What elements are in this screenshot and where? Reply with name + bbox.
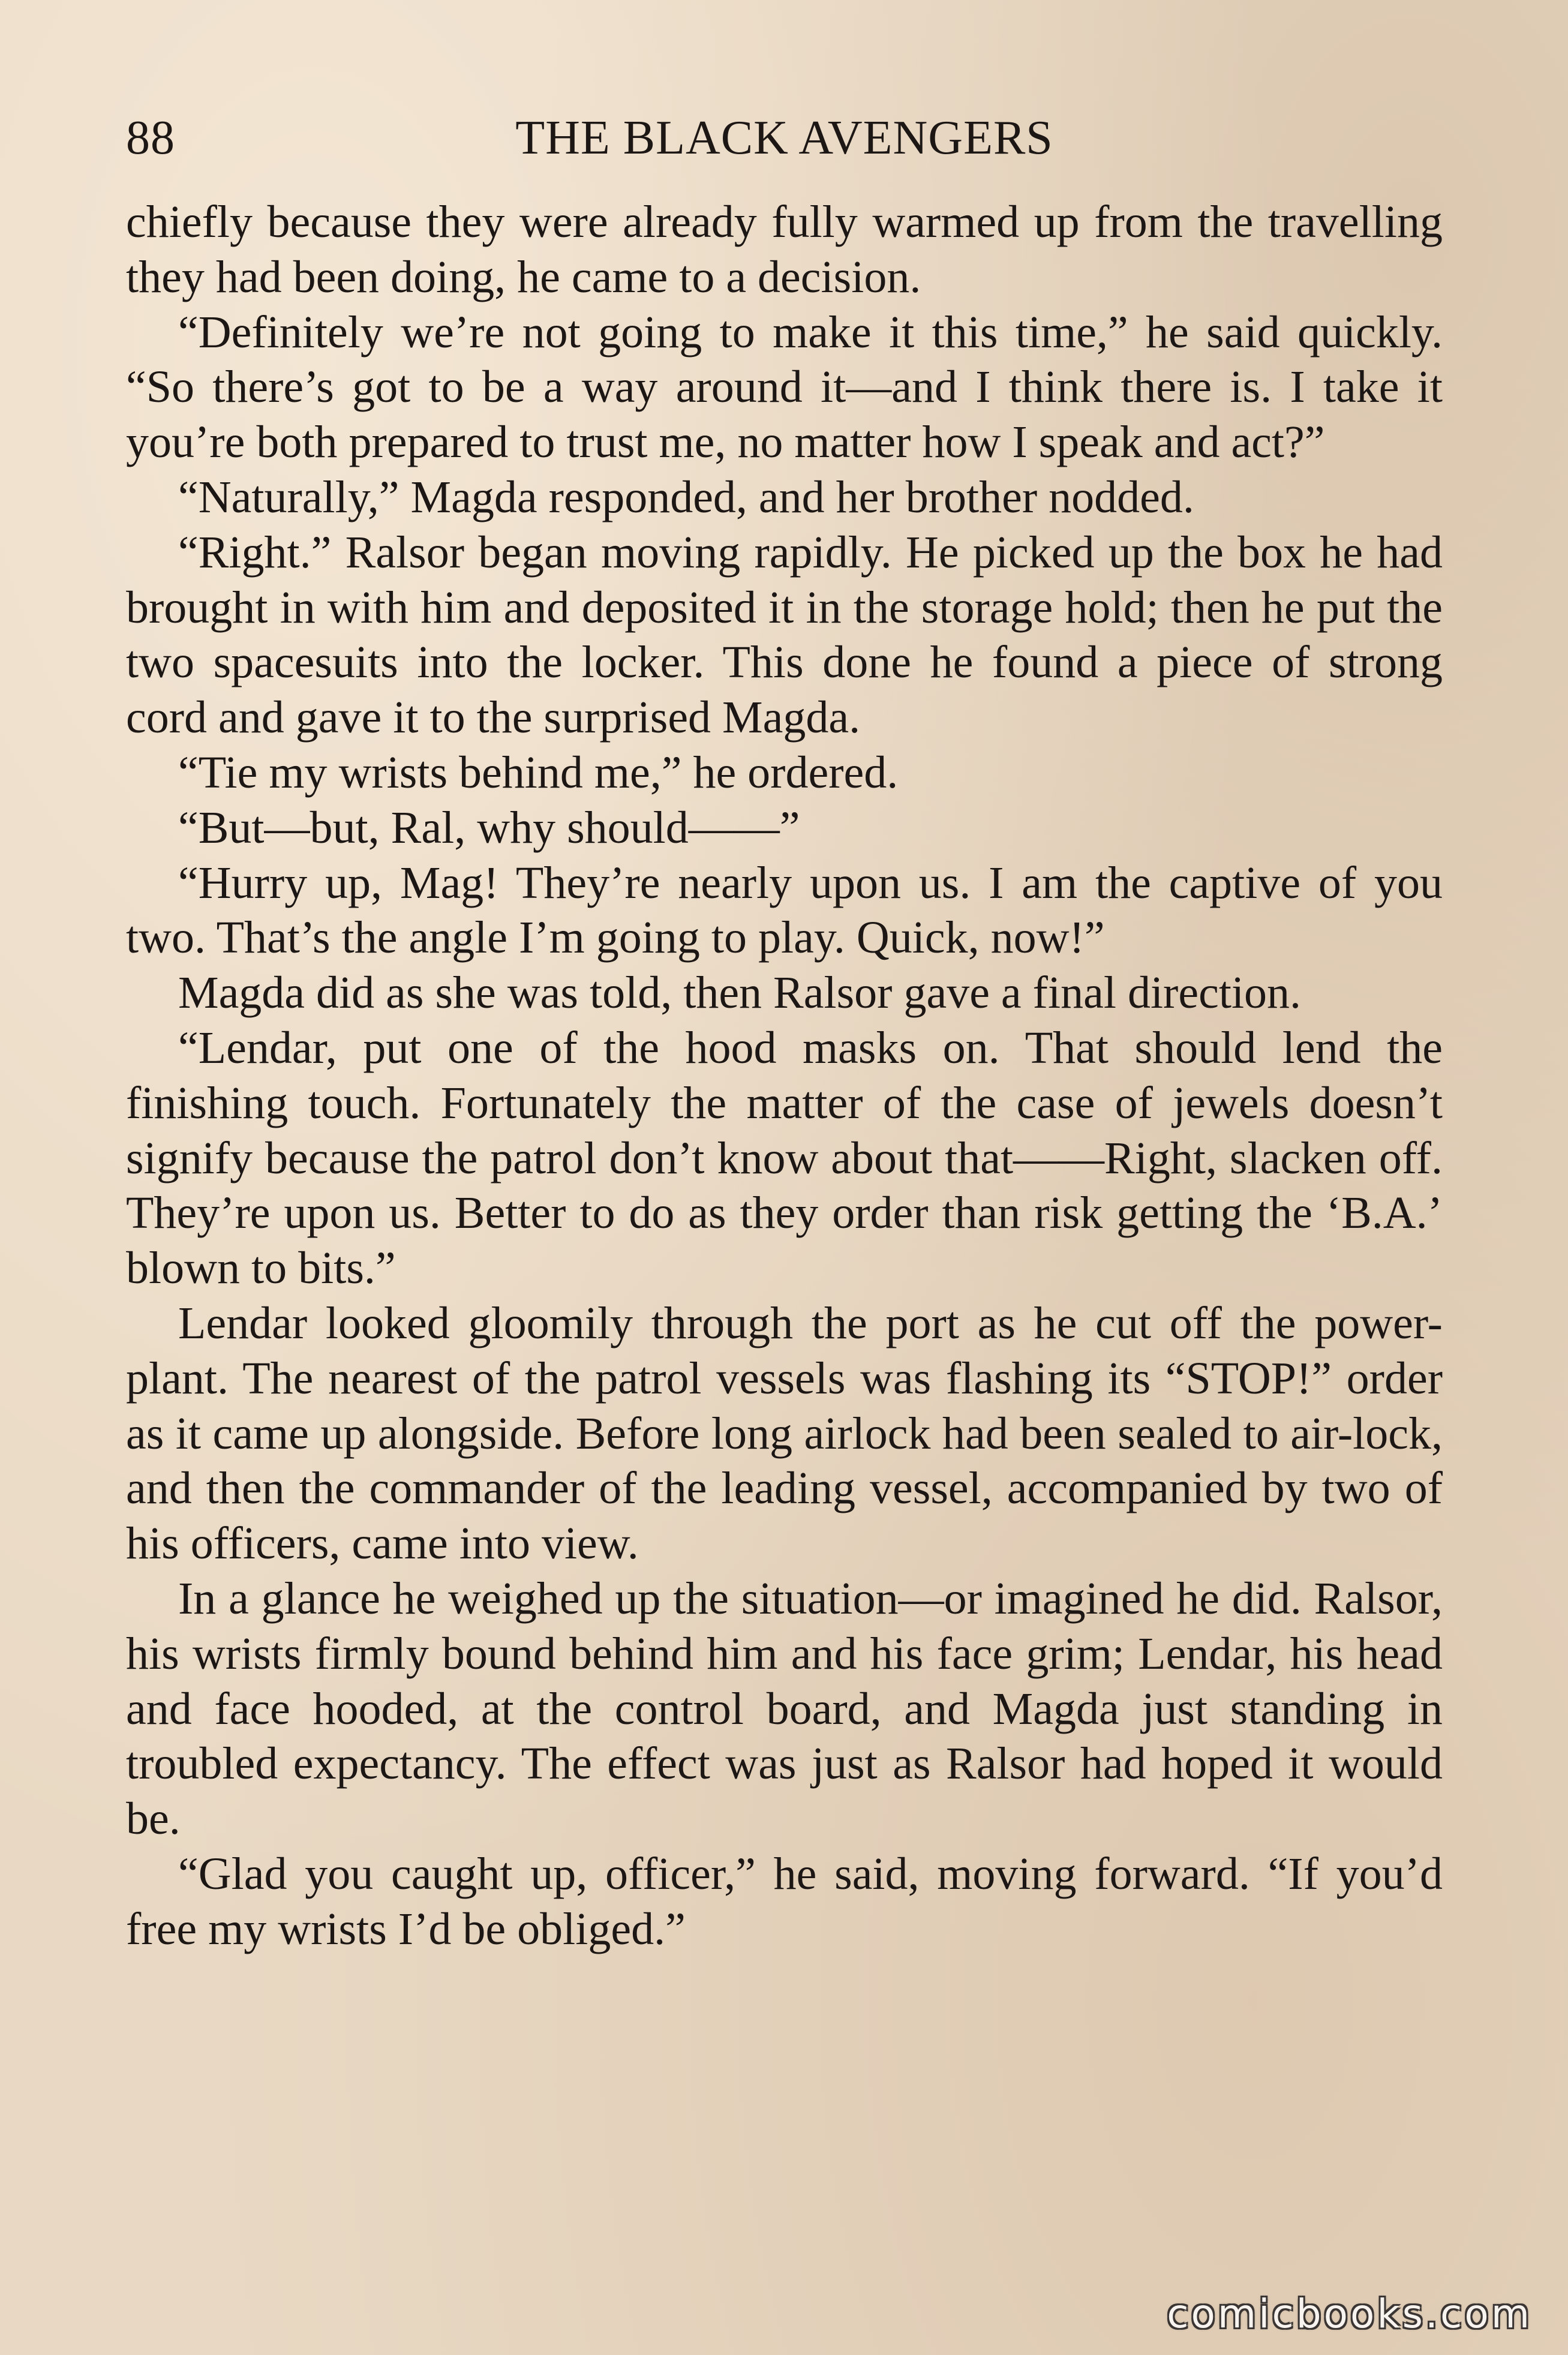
paragraph: “But—but, Ral, why should——” [178, 802, 800, 853]
paragraph: Lendar looked gloomily through the port as he cut off the power-plant. The nearest of the patrol vessels was flashing its “STOP!” order as it came up alongside. Before long airlock had been sealed to air-lock, and then the commander of the leading vessel, accompanied by two of his officers, came into view. [126, 1297, 1443, 1569]
paragraph: “Lendar, put one of the hood masks on. That should lend the finishing touch. Fortunately the matter of the case of jewels doesn’t signify because the patrol don’t know about that——Right, slacken off. They’re upon us. Better to do as they order than risk getting the ‘B.A.’ blown to bits.” [126, 1022, 1443, 1294]
running-head [126, 105, 1443, 171]
paragraph: “Hurry up, Mag! They’re nearly upon us. I am the captive of you two. That’s the angle I’m going to play. Quick, now!” [126, 857, 1443, 963]
paragraph: chiefly because they were already fully warmed up from the travelling they had been doing, he came to a decision. [126, 197, 1443, 302]
paragraph: In a glance he weighed up the situation—or imagined he did. Ralsor, his wrists firmly bound behind him and his face grim; Lendar, his head and face hooded, at the control board, and Magda just standing in troubled expectancy. The effect was just as Ralsor had hoped it would be. [126, 1573, 1443, 1845]
page-number: 88 [126, 112, 175, 164]
book-page [126, 105, 1443, 1957]
paragraph: “Right.” Ralsor began moving rapidly. He picked up the box he had brought in with him and deposited it in the storage hold; then he put the two spacesuits into the locker. This done he found a piece of strong cord and gave it to the surprised Magda. [126, 527, 1443, 743]
paragraph: “Definitely we’re not going to make it this time,” he said quickly. “So there’s got to be a way around it—and I think there is. I take it you’re both prepared to trust me, no matter how I speak and act?” [126, 307, 1443, 468]
paragraph: Magda did as she was told, then Ralsor gave a final direction. [178, 968, 1302, 1019]
book-title: THE BLACK AVENGERS [515, 112, 1053, 164]
paragraph: “Naturally,” Magda responded, and her brother nodded. [178, 471, 1194, 522]
paragraph: “Tie my wrists behind me,” he ordered. [178, 747, 899, 798]
paragraph: “Glad you caught up, officer,” he said, moving forward. “If you’d free my wrists I’d be obliged.” [126, 1848, 1443, 1954]
watermark: comicbooks.com [1167, 2291, 1532, 2337]
body-text [126, 195, 1443, 1957]
